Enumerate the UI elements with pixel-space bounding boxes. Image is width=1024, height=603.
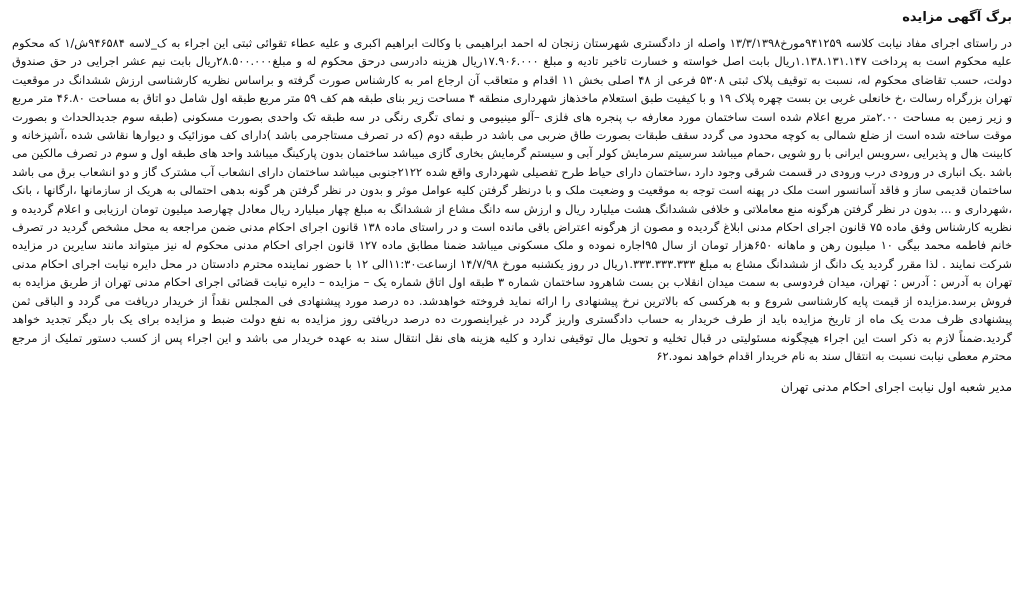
- notice-signature: مدیر شعبه اول نیابت اجرای احکام مدنی تهران: [780, 380, 1012, 395]
- notice-body: در راستای اجرای مفاد نیابت کلاسه ۹۴۱۲۵۹مورخ۱۳/۳/۱۳۹۸ واصله از دادگستری شهرستان زنجان له احمد ابراهیمی با وکالت ابراهیم اکبری و علیه عطاء تقوائی ثبتی این اجراء به ک_لاسه ۹۴۶۵۸۴ش/۱ که محکوم علیه محکوم است به پرداخت ۱.۱۳۸.۱۳۱.۱۴۷ریال بابت اصل خواسته و خسارت تاخیر تادیه و مبلغ ۱۷.۹۰۶.۰۰۰ریال هزینه دادرسی درحق محکوم له و مبلغ۲۸.۵۰۰.۰۰۰ریال بابت نیم عشر اجرایی در حق صندوق دولت، حسب تقاضای محکوم له، نسبت به توقیف پلاک ثبتی ۵۳۰۸ فرعی از ۴۸ اصلی بخش ۱۱ اقدام و متعاقب آن ارجاع امر به کارشناس صورت گرفته و براساس نظریه کارشناسی ارزش ششدانگ در موقعیت تهران بزرگراه رسالت ،خ خانعلی غربی بن بست چهره پلاک ۱۹ و با کیفیت طبق استعلام ماخذهاز شهرداری منطقه ۴ مساحت زیر بنای طبقه هم کف ۵۹ متر مربع طبقه اول شامل دو اتاق به مساحت ۴۶.۸۰ متر مربع و زیر زمین به مساحت ۲.۰۰متر مربع اعلام شده است ساختمان مورد معارفه ب پنجره های فلزی –آلو مینیومی و نمای تگری رنگی در سه طبقه تک واحدی بصورت مسکونی (طبقه سوم جدیدالحداث و بصورت موقت ساخته شده است از ضلع شمالی به کوچه محدود می گردد سقف طبقات بصورت طاق ضربی می باشد در طبقه دوم (که در تصرف مستاجرمی باشد )دارای کف موزائیک و دیوارها نقاشی شده ،آشپزخانه و کابینت هال و پذیرایی ،سرویس ایرانی با رو شویی ،حمام میباشد سرسیتم سرمایش کولر آبی و سیستم گرمایش بخاری گازی میباشد ساختمان بدون پارکینگ میباشد واحد های طبقه اول و سوم در تصرف مالکین می باشد .یک انباری در ورودی درب ورودی در قسمت شرقی وجود دارد ،ساختمان دارای حیاط طرح تفصیلی شهرداری واقع شده ۲۱۲۲جنوبی میباشد ساختمان دارای انشعاب آب مشترک گاز و دو انشعاب برق می باشد ساختمان قدیمی ساز و فاقد آسانسور است ملک در پهنه است توجه به موقعیت و وضعیت ملک و با درنظر گرفتن کلیه عوامل موثر و بدون در نظر گرفتن هر گونه بدهی احتمالی به هریک از سازمانها ،ارگانها ، بانک ،شهرداری و ... بدون در نظر گرفتن هرگونه منع معاملاتی و خلافی ششدانگ هشت میلیارد ریال و ارزش سه دانگ مشاع از ششدانگ به مبلغ چهار میلیارد ریال معادل چهارصد میلیون تومان ارزیابی و اعلام گردیده و نظریه کارشناس وفق ماده ۷۵ قانون اجرای احکام مدنی ابلاغ گردیده و مصون از هرگونه اعتراض باقی مانده است و در راستای ماده ۱۳۸ قانون اجرای احکام مدنی ضمن مراجعه به محل مشخص گردید در تصرف خانم فاطمه محمد بیگی ۱۰ میلیون رهن و ماهانه ۶۵۰هزار تومان از سال ۹۵اجاره نموده و ملک مسکونی میباشد ضمنا مطابق ماده ۱۲۷ قانون اجرای احکام مدنی محکوم له نیز میتواند مانند سایرین در مزایده شرکت نمایند . لذا مقرر گردید یک دانگ از ششدانگ مشاع به مبلغ ۱.۳۳۳.۳۳۳.۳۳۳ریال در روز یکشنبه مورخ ۱۴/۷/۹۸ ازساعت۱۱:۳۰الی ۱۲ با حضور نماینده محترم دادستان در محل دایره نیابت اجرای احکام مدنی تهران به آدرس : آدرس : تهران، میدان فردوسی به سمت میدان انقلاب بن بست شاهرود ساختمان شماره ۳ طبقه اول اتاق شماره یک – مزایده – دایره نیابت قضائی اجرای احکام مدنی تهران از طریق مزایده به فروش برسد.مزایده از قیمت پایه کارشناسی شروع و به هرکسی که بالاترین نرخ پیشنهادی را ارائه نماید فروخته خواهدشد. ده درصد مورد پیشنهادی فی المجلس نقداً از خریدار دریافت می گردد و الباقی ثمن پیشنهادی ظرف مدت یک ماه از تاریخ مزایده باید از طرف خریدار به حساب دادگستری واریز گردد در غیراینصورت ده درصد دریافتی روز مزایده به نفع دولت ضبط و مزایده برای یک بار دیگر تجدید خواهد گردید.ضمناً لازم به ذکر است این اجراء هیچگونه مسئولیتی در قبال تخلیه و تحویل مال توقیفی ندارد و کلیه هزینه های نقل انتقال سند به عهده خریدار می باشد و این اجراء پس از کسب دستور تملیک از مرجع محترم معطی نیابت نسبت به انتقال سند به نام خریدار اقدام خواهد نمود.۶۲: [12, 36, 1013, 363]
- notice-title: برگ آگهی مزایده: [902, 10, 1012, 25]
